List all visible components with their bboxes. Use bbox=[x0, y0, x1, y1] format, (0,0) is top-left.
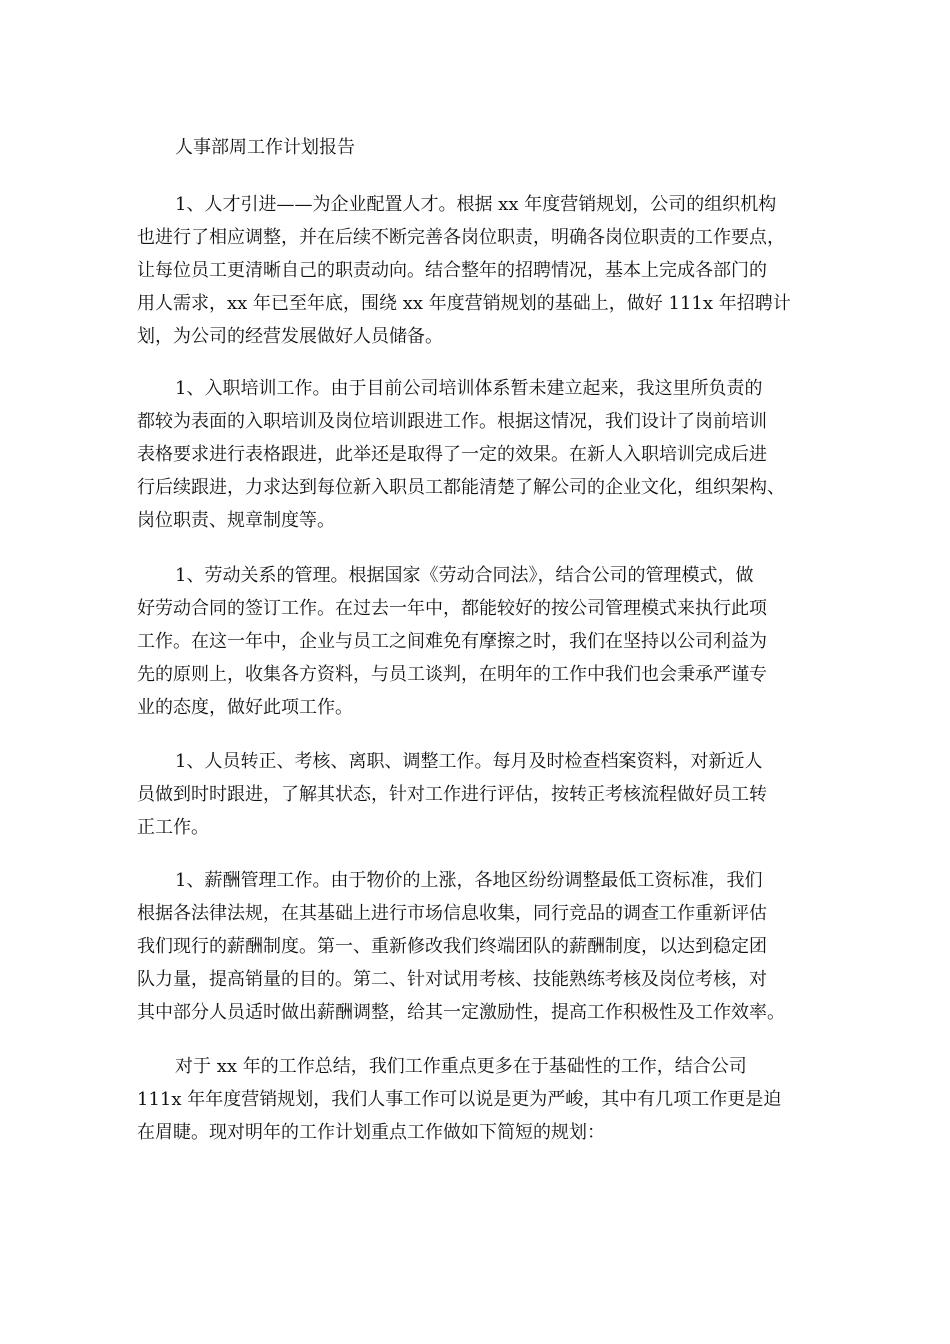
paragraph-line: 也进行了相应调整，并在后续不断完善各岗位职责，明确各岗位职责的工作要点， bbox=[137, 227, 785, 248]
paragraph-labor-relations bbox=[137, 559, 827, 724]
paragraph-line: 1、入职培训工作。由于目前公司培训体系暂未建立起来，我这里所负责的 bbox=[175, 378, 763, 399]
paragraph-talent-recruitment bbox=[137, 188, 827, 353]
paragraph-line: 员做到时时跟进，了解其状态，针对工作进行评估，按转正考核流程做好员工转 bbox=[137, 784, 767, 805]
paragraph-line: 1、人才引进——为企业配置人才。根据 xx 年度营销规划，公司的组织机构 bbox=[175, 194, 777, 215]
paragraph-line: 其中部分人员适时做出薪酬调整，给其一定激励性，提高工作积极性及工作效率。 bbox=[137, 1002, 785, 1023]
document-title bbox=[137, 131, 827, 164]
paragraph-line: 用人需求，xx 年已至年底，围绕 xx 年度营销规划的基础上，做好 111x 年招聘计 bbox=[137, 293, 791, 314]
paragraph-compensation bbox=[137, 864, 827, 1029]
title-line: 人事部周工作计划报告 bbox=[175, 137, 355, 158]
paragraph-line: 根据各法律法规，在其基础上进行市场信息收集，同行竞品的调查工作重新评估 bbox=[137, 903, 767, 924]
paragraph-line: 正工作。 bbox=[137, 817, 209, 838]
paragraph-line: 111x 年年度营销规划，我们人事工作可以说是更为严峻，其中有几项工作更是迫 bbox=[137, 1089, 782, 1110]
paragraph-line: 都较为表面的入职培训及岗位培训跟进工作。根据这情况，我们设计了岗前培训 bbox=[137, 411, 767, 432]
paragraph-line: 先的原则上，收集各方资料，与员工谈判，在明年的工作中我们也会秉承严谨专 bbox=[137, 664, 767, 685]
paragraph-line: 对于 xx 年的工作总结，我们工作重点更多在于基础性的工作，结合公司 bbox=[175, 1056, 747, 1077]
paragraph-line: 工作。在这一年中，企业与员工之间难免有摩擦之时，我们在坚持以公司利益为 bbox=[137, 631, 767, 652]
paragraph-line: 表格要求进行表格跟进，此举还是取得了一定的效果。在新人入职培训完成后进 bbox=[137, 444, 767, 465]
paragraph-line: 让每位员工更清晰自己的职责动向。结合整年的招聘情况，基本上完成各部门的 bbox=[137, 260, 767, 281]
paragraph-line: 行后续跟进，力求达到每位新入职员工都能清楚了解公司的企业文化，组织架构、 bbox=[137, 477, 785, 498]
paragraph-personnel-changes bbox=[137, 745, 827, 844]
paragraph-summary bbox=[137, 1050, 827, 1149]
paragraph-line: 业的态度，做好此项工作。 bbox=[137, 697, 353, 718]
paragraph-line: 我们现行的薪酬制度。第一、重新修改我们终端团队的薪酬制度，以达到稳定团 bbox=[137, 936, 767, 957]
paragraph-line: 1、薪酬管理工作。由于物价的上涨，各地区纷纷调整最低工资标准，我们 bbox=[175, 870, 763, 891]
paragraph-onboarding-training bbox=[137, 372, 827, 537]
paragraph-line: 1、人员转正、考核、离职、调整工作。每月及时检查档案资料，对新近人 bbox=[175, 751, 763, 772]
paragraph-line: 好劳动合同的签订工作。在过去一年中，都能较好的按公司管理模式来执行此项 bbox=[137, 598, 767, 619]
paragraph-line: 在眉睫。现对明年的工作计划重点工作做如下简短的规划： bbox=[137, 1122, 605, 1143]
paragraph-line: 岗位职责、规章制度等。 bbox=[137, 510, 335, 531]
paragraph-line: 1、劳动关系的管理。根据国家《劳动合同法》，结合公司的管理模式，做 bbox=[175, 565, 754, 586]
paragraph-line: 队力量，提高销量的目的。第二、针对试用考核、技能熟练考核及岗位考核，对 bbox=[137, 969, 767, 990]
paragraph-line: 划，为公司的经营发展做好人员储备。 bbox=[137, 326, 443, 347]
